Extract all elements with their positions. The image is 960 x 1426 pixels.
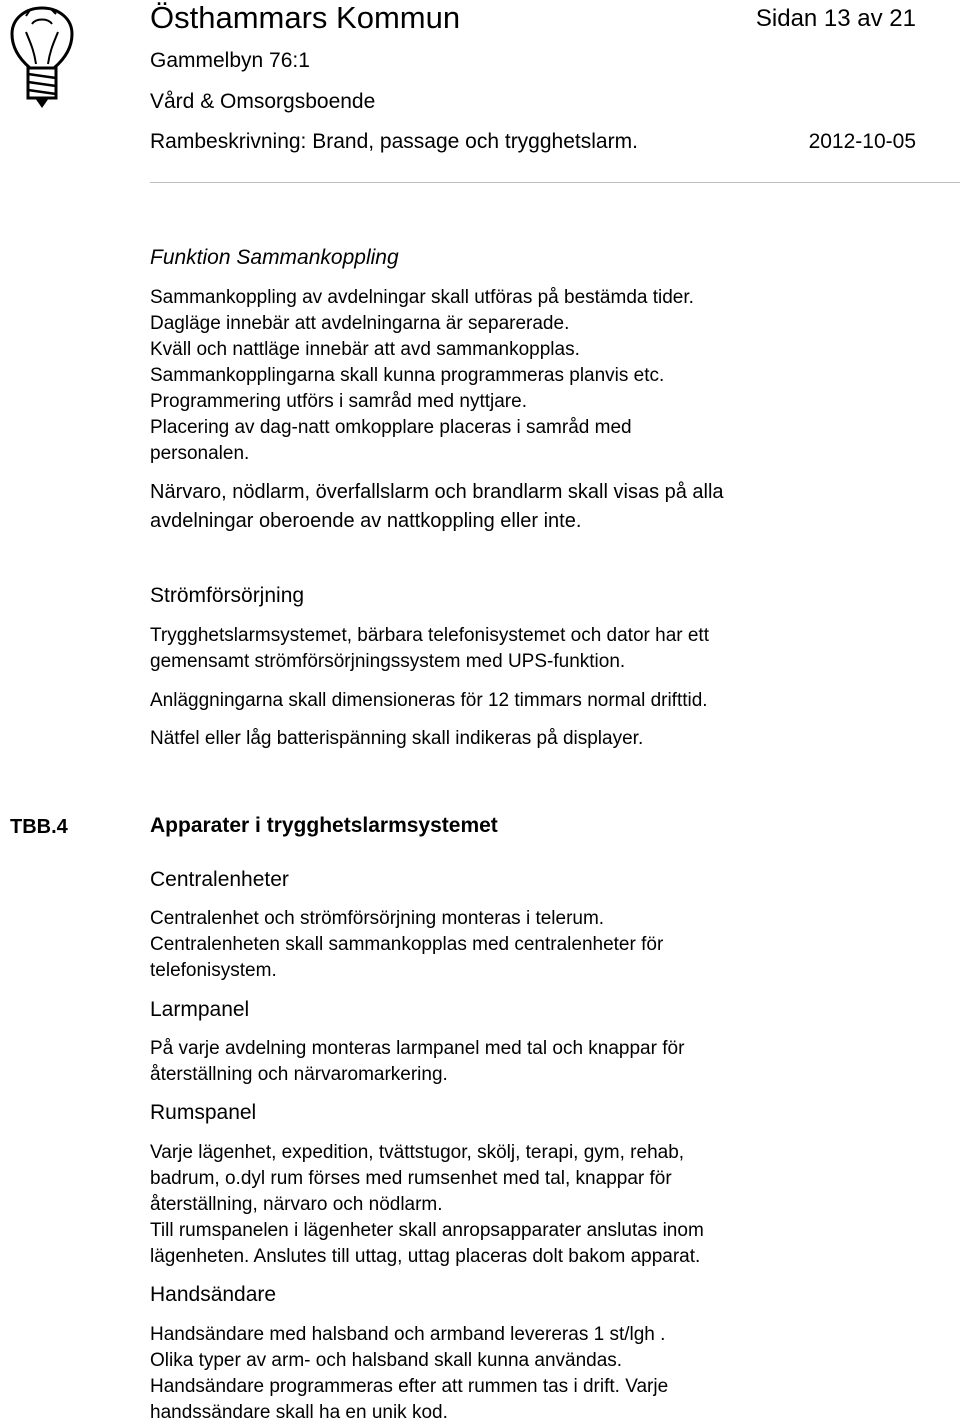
text-line: Sammankoppling av avdelningar skall utföras på bestämda tider. — [150, 287, 694, 308]
text-line: Trygghetslarmsystemet, bärbara telefonisystemet och dator har ett — [150, 625, 709, 646]
text-line: Kväll och nattläge innebär att avd sammankopplas. — [150, 339, 580, 360]
text-line: Handsändare med halsband och armband levereras 1 st/lgh . — [150, 1324, 666, 1345]
text-line: Sammankopplingarna skall kunna programmeras planvis etc. — [150, 365, 665, 386]
company-name: Östhammars Kommun — [150, 0, 461, 35]
text-line: Närvaro, nödlarm, överfallslarm och brandlarm skall visas på alla — [150, 481, 724, 503]
text-line: gemensamt strömförsörjningssystem med UPS-funktion. — [150, 651, 626, 672]
text-line: återställning och närvaromarkering. — [150, 1064, 448, 1085]
subheading-larmpanel: Larmpanel — [150, 998, 250, 1021]
text-line: Placering av dag-natt omkopplare placeras i samråd med — [150, 417, 632, 438]
section-heading-strom: Strömförsörjning — [150, 584, 305, 607]
strom-para2: Anläggningarna skall dimensioneras för 12 timmars normal drifttid. — [150, 690, 708, 711]
header-divider — [150, 182, 960, 183]
text-line: Handsändare programmeras efter att rummen tas i drift. Varje — [150, 1376, 669, 1397]
text-line: personalen. — [150, 443, 250, 464]
text-line: handssändare skall ha en unik kod. — [150, 1402, 448, 1423]
chapter-title: Apparater i trygghetslarmsystemet — [150, 814, 498, 837]
property-name: Gammelbyn 76:1 — [150, 49, 310, 72]
text-line: Dagläge innebär att avdelningarna är separerade. — [150, 313, 570, 334]
text-line: lägenheten. Anslutes till uttag, uttag placeras dolt bakom apparat. — [150, 1246, 701, 1267]
subheading-rumspanel: Rumspanel — [150, 1101, 257, 1124]
subheading-handsandare: Handsändare — [150, 1283, 277, 1306]
larmpanel-body — [150, 1036, 940, 1088]
text-line: På varje avdelning monteras larmpanel med tal och knappar för — [150, 1038, 685, 1059]
document-description: Rambeskrivning: Brand, passage och trygghetslarm. — [150, 130, 638, 153]
text-line: telefonisystem. — [150, 960, 277, 981]
facility-name: Vård & Omsorgsboende — [150, 90, 376, 113]
strom-para3: Nätfel eller låg batterispänning skall indikeras på displayer. — [150, 728, 644, 749]
presence-paragraph — [150, 478, 940, 536]
chapter-number: TBB.4 — [10, 816, 68, 838]
handsandare-body — [150, 1322, 940, 1426]
text-line: återställning, närvaro och nödlarm. — [150, 1194, 443, 1215]
text-line: Centralenhet och strömförsörjning monteras i telerum. — [150, 908, 605, 929]
text-line: Olika typer av arm- och halsband skall kunna användas. — [150, 1350, 623, 1371]
text-line: Programmering utförs i samråd med nyttjare. — [150, 391, 527, 412]
text-line: badrum, o.dyl rum förses med rumsenhet med tal, knappar för — [150, 1168, 672, 1189]
rumspanel-body — [150, 1140, 940, 1270]
page-number: Sidan 13 av 21 — [755, 5, 916, 32]
document-date: 2012-10-05 — [808, 130, 916, 153]
text-line: Till rumspanelen i lägenheter skall anropsapparater anslutas inom — [150, 1220, 704, 1241]
lightbulb-logo-icon — [8, 4, 76, 112]
centralenheter-body — [150, 906, 940, 984]
section-funktion — [150, 245, 940, 271]
text-line: Varje lägenhet, expedition, tvättstugor, skölj, terapi, gym, rehab, — [150, 1142, 685, 1163]
text-line: avdelningar oberoende av nattkoppling eller inte. — [150, 510, 582, 532]
section-heading: Funktion Sammankoppling — [150, 246, 399, 269]
strom-para1 — [150, 623, 940, 675]
funktion-body — [150, 285, 940, 467]
subheading-centralenheter: Centralenheter — [150, 868, 289, 891]
text-line: Centralenheten skall sammankopplas med centralenheter för — [150, 934, 664, 955]
